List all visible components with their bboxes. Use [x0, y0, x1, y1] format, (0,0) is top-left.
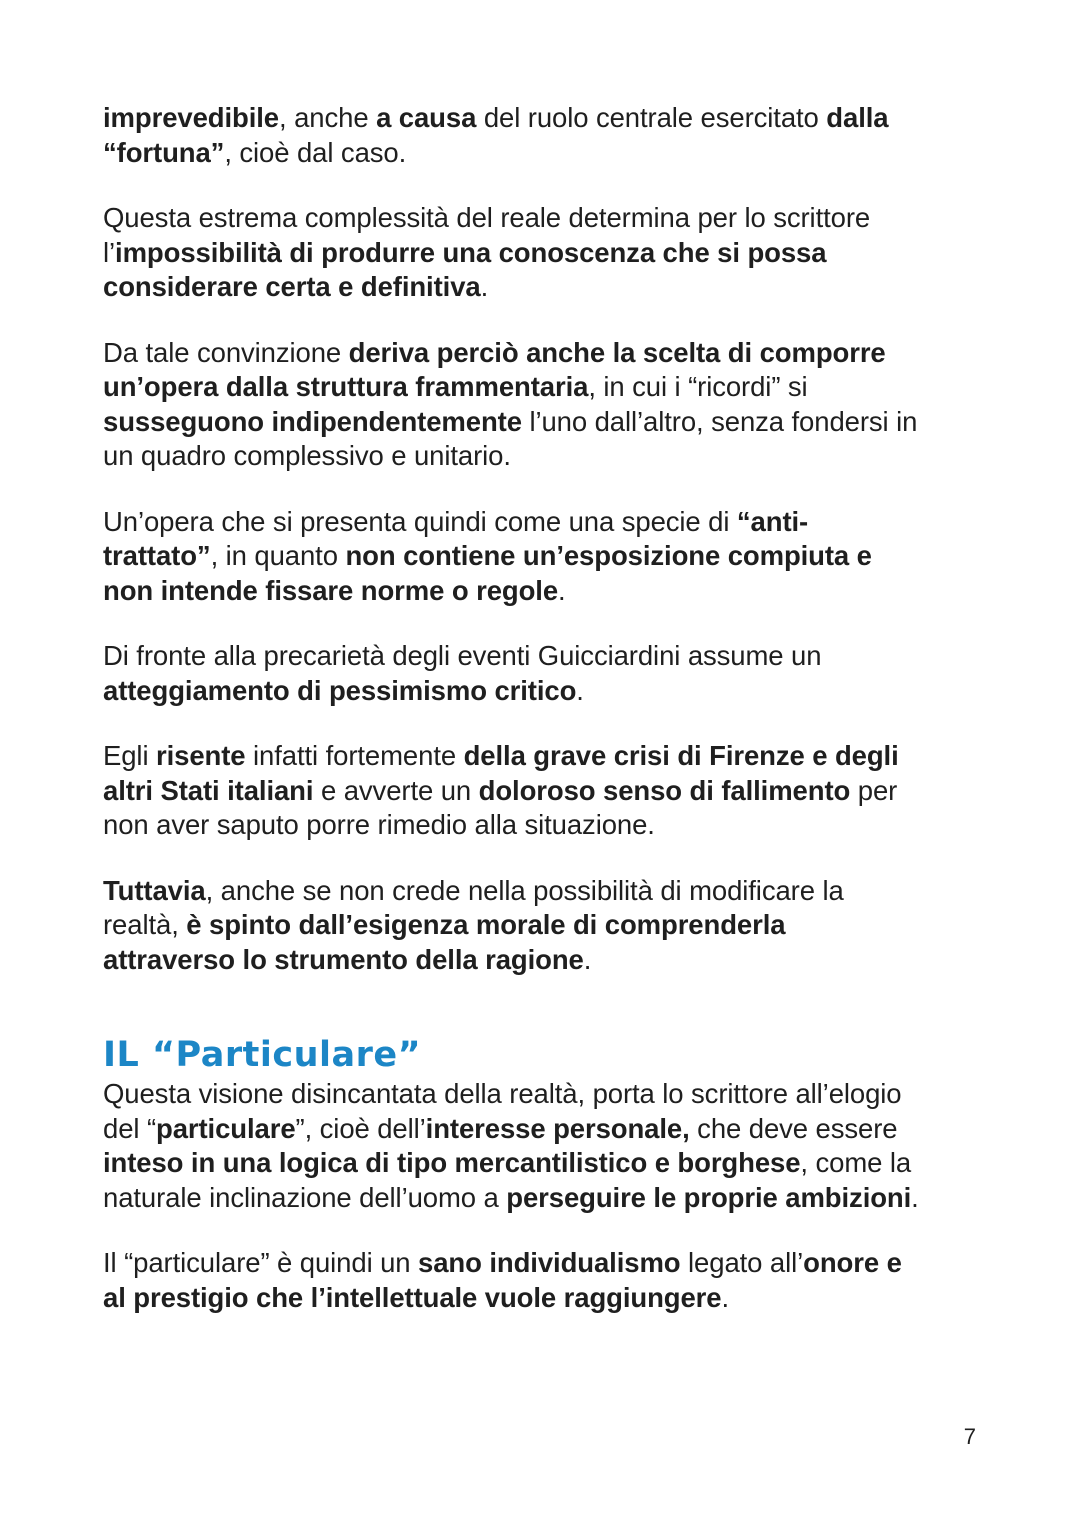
text-line [103, 236, 983, 271]
bold-text-run: non contiene un’esposizione compiuta e [345, 540, 872, 571]
text-run: Il “particulare” è quindi un [103, 1247, 419, 1278]
bold-text-run: Tuttavia [103, 874, 206, 906]
text-run: legato all’ [680, 1247, 804, 1278]
text-line [103, 943, 983, 978]
text-line [103, 505, 983, 540]
text-run: del ruolo centrale esercitato [476, 102, 827, 133]
bold-text-run: attraverso lo strumento della ragione [103, 943, 584, 975]
paragraph [103, 201, 983, 305]
bold-text-run: inteso in una logica di tipo mercantilistico e borghese [103, 1147, 801, 1178]
text-line [103, 1246, 983, 1281]
text-run: . [558, 574, 566, 606]
text-line [103, 1181, 983, 1216]
text-run: . [583, 943, 592, 975]
text-line [103, 539, 983, 574]
text-run: Di fronte alla precarietà degli eventi Guicciardini assume un [103, 640, 822, 671]
text-line [103, 1077, 983, 1112]
text-line [103, 1146, 983, 1181]
text-run: Da tale convinzione [103, 336, 349, 368]
text-run: , in cui i “ricordi” si [588, 371, 808, 402]
bold-text-run: è spinto dall’esigenza morale di comprenderla [186, 909, 786, 940]
text-line [103, 574, 983, 609]
text-line [103, 405, 983, 440]
paragraph [103, 739, 983, 843]
bold-text-run: dalla [826, 102, 889, 133]
text-run: Questa visione disincantata della realtà, porta lo scrittore all’elogio [103, 1078, 902, 1109]
bold-text-run: perseguire le proprie ambizioni [506, 1181, 912, 1213]
paragraph [103, 639, 983, 708]
text-line [103, 136, 983, 171]
text-run: che deve essere [689, 1112, 898, 1144]
text-line [103, 201, 983, 236]
bold-text-run: “anti- [736, 505, 809, 537]
text-run: infatti fortemente [245, 740, 464, 771]
section-heading: IL “Particulare” [103, 1035, 422, 1075]
text-run: . [911, 1181, 919, 1213]
bold-text-run: altri Stati italiani [103, 774, 314, 806]
text-run: , anche [279, 102, 377, 133]
bold-text-run: un’opera dalla struttura frammentaria [103, 371, 589, 402]
text-run: Un’opera che si presenta quindi come una specie di [103, 505, 737, 537]
bold-text-run: a causa [376, 102, 477, 133]
bold-text-run: deriva perciò anche la scelta di comporre [348, 336, 886, 368]
text-line [103, 739, 983, 774]
text-line [103, 270, 983, 305]
text-run: , cioè dal caso. [224, 136, 407, 168]
text-run: . [721, 1281, 730, 1313]
bold-text-run: susseguono indipendentemente [103, 405, 522, 437]
text-run: l’uno dall’altro, senza fondersi in [521, 405, 918, 437]
paragraph [103, 1077, 983, 1215]
text-run: un quadro complessivo e unitario. [103, 440, 511, 471]
text-line [103, 370, 983, 405]
paragraph [103, 336, 983, 474]
paragraph [103, 505, 983, 609]
text-run: e avverte un [313, 774, 479, 806]
text-line [103, 774, 983, 809]
text-line [103, 908, 983, 943]
text-line [103, 808, 983, 843]
text-run: naturale inclinazione dell’uomo a [103, 1181, 507, 1213]
text-run: non aver saputo porre rimedio alla situazione. [103, 809, 655, 840]
text-line [103, 336, 983, 371]
paragraph [103, 874, 983, 978]
text-run: , anche se non crede nella possibilità di modificare la [205, 874, 844, 906]
text-run: , come la [800, 1147, 912, 1178]
text-run: l’ [103, 236, 116, 268]
text-run: Egli [103, 740, 156, 771]
page-number: 7 [963, 1424, 976, 1449]
bold-text-run: imprevedibile [103, 102, 279, 133]
bold-text-run: al prestigio che l’intellettuale vuole raggiungere [103, 1281, 722, 1313]
text-line [103, 639, 983, 674]
text-line [103, 439, 983, 474]
bold-text-run: trattato” [103, 540, 211, 571]
text-line [103, 1281, 983, 1316]
text-run: realtà, [103, 909, 187, 940]
text-run: . [480, 271, 489, 302]
text-run: , in quanto [210, 540, 346, 571]
bold-text-run: risente [156, 740, 246, 771]
document-page [103, 101, 983, 1346]
paragraph [103, 1246, 983, 1315]
text-run: per [850, 774, 898, 806]
text-line [103, 674, 983, 709]
text-line [103, 874, 983, 909]
bold-text-run: considerare certa e definitiva [103, 271, 481, 302]
bold-text-run: onore e [803, 1247, 902, 1278]
text-run: ”, cioè dell’ [295, 1112, 426, 1144]
text-run: . [576, 674, 584, 706]
text-line [103, 1112, 983, 1147]
bold-text-run: sano individualismo [418, 1247, 681, 1278]
bold-text-run: doloroso senso di fallimento [478, 774, 851, 806]
text-line [103, 101, 983, 136]
bold-text-run: particulare [156, 1112, 296, 1144]
bold-text-run: della grave crisi di Firenze e degli [463, 740, 899, 771]
paragraph [103, 101, 983, 170]
bold-text-run: impossibilità di produrre una conoscenza che si possa [115, 236, 827, 268]
bold-text-run: “fortuna” [103, 136, 225, 168]
bold-text-run: non intende fissare norme o regole [103, 574, 559, 606]
intro-text-block [103, 101, 983, 977]
section-text-block [103, 1077, 983, 1315]
text-run: Questa estrema complessità del reale determina per lo scrittore [103, 202, 871, 233]
text-run: del “ [103, 1112, 156, 1144]
bold-text-run: interesse personale, [425, 1112, 690, 1144]
bold-text-run: atteggiamento di pessimismo critico [103, 674, 577, 706]
